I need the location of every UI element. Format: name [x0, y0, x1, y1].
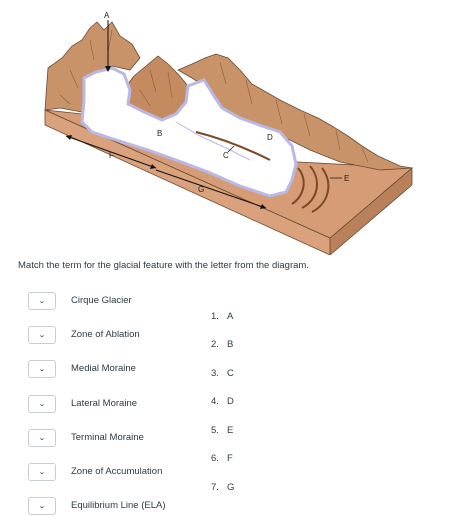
label-c: C: [223, 151, 229, 160]
glacier-diagram: [0, 0, 474, 255]
option-1: 1. A: [211, 311, 234, 322]
term-label: Zone of Accumulation: [71, 466, 163, 477]
match-row-lateral-moraine: [28, 395, 208, 415]
chevron-down-icon: ⌄: [38, 297, 46, 305]
option-4: 4. D: [211, 396, 234, 407]
term-label: Cirque Glacier: [71, 295, 132, 306]
term-label: Medial Moraine: [71, 363, 136, 374]
chevron-down-icon: ⌄: [38, 434, 46, 442]
option-7: 7. G: [211, 482, 235, 493]
answer-dropdown[interactable]: [28, 429, 56, 447]
label-g: G: [198, 185, 205, 194]
answer-dropdown[interactable]: [28, 292, 56, 310]
chevron-down-icon: ⌄: [38, 400, 46, 408]
label-e: E: [344, 174, 350, 183]
match-row-zone-of-accumulation: [28, 463, 208, 483]
answer-dropdown[interactable]: [28, 360, 56, 378]
chevron-down-icon: ⌄: [38, 502, 46, 510]
term-label: Zone of Ablation: [71, 329, 140, 340]
match-row-medial-moraine: [28, 360, 208, 380]
match-row-equilibrium-line: [28, 497, 208, 517]
answer-dropdown[interactable]: [28, 463, 56, 481]
option-3: 3. C: [211, 368, 234, 379]
match-row-zone-of-ablation: [28, 326, 208, 346]
option-2: 2. B: [211, 339, 234, 350]
question-text: Match the term for the glacial feature with the letter from the diagram.: [18, 260, 309, 271]
answer-dropdown[interactable]: [28, 395, 56, 413]
chevron-down-icon: ⌄: [38, 331, 46, 339]
label-f: F: [109, 151, 114, 160]
label-a: A: [104, 11, 110, 20]
option-5: 5. E: [211, 425, 234, 436]
option-6: 6. F: [211, 453, 233, 464]
chevron-down-icon: ⌄: [38, 468, 46, 476]
label-b: B: [157, 129, 163, 138]
answer-dropdown[interactable]: [28, 497, 56, 515]
answer-dropdown[interactable]: [28, 326, 56, 344]
term-label: Terminal Moraine: [71, 432, 144, 443]
label-d: D: [267, 133, 273, 142]
term-label: Equilibrium Line (ELA): [71, 500, 166, 511]
match-row-terminal-moraine: [28, 429, 208, 449]
term-label: Lateral Moraine: [71, 398, 138, 409]
chevron-down-icon: ⌄: [38, 365, 46, 373]
match-row-cirque-glacier: [28, 292, 208, 312]
